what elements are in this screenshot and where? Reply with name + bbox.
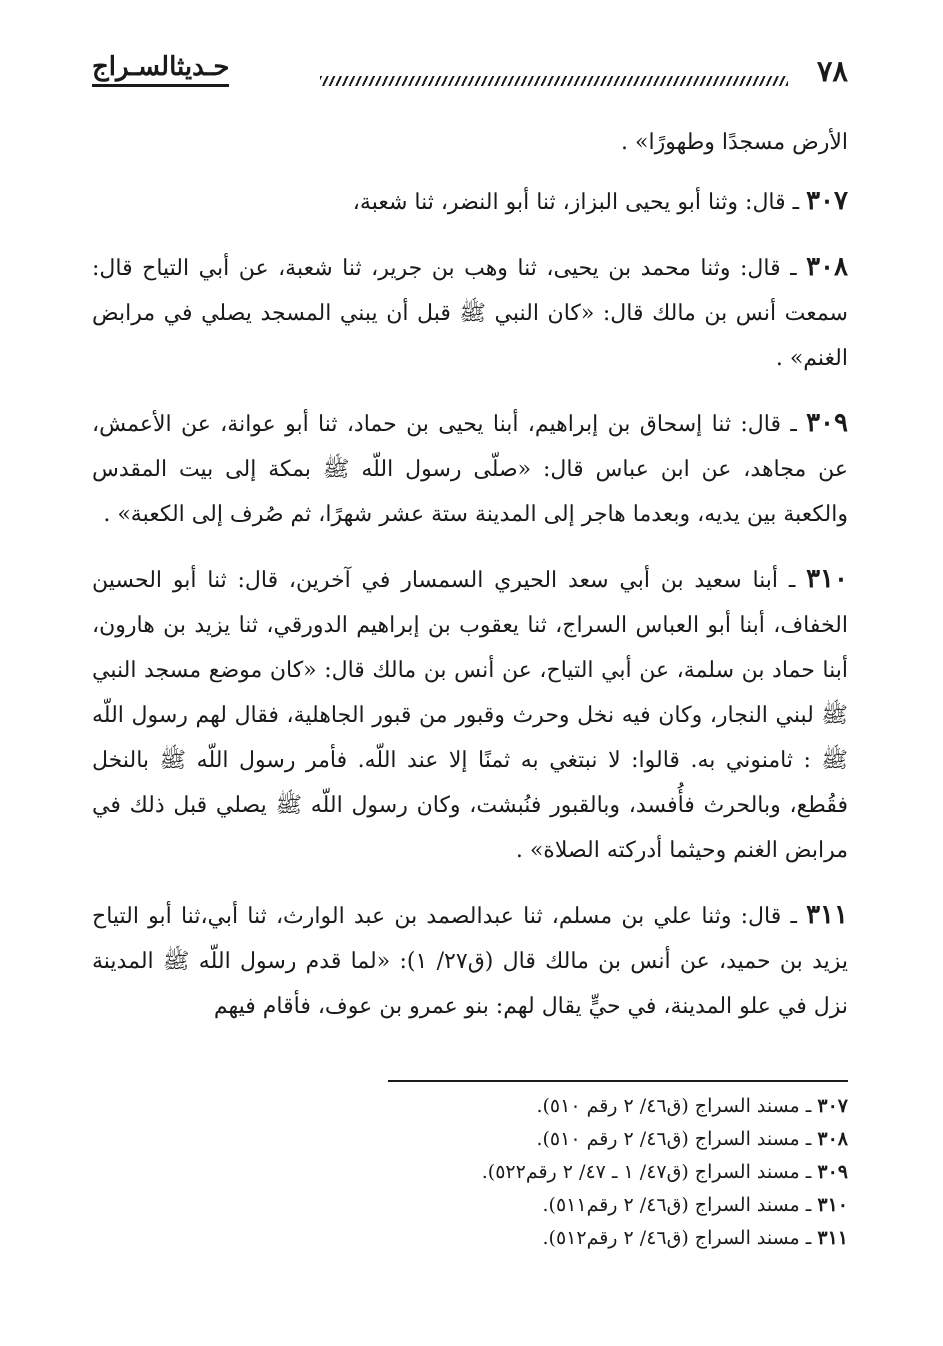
footnotes — [388, 1080, 848, 1255]
paragraph-text: ـ قال: وثنا علي بن مسلم، ثنا عبدالصمد بن عبد الوارث، ثنا أبي،ثنا أبو التياح يزيد بن حميد، عن أنس بن مالك قال (ق٢٧/ ١): «لما قدم رسول اللّه ﷺ المدينة نزل في علو المدينة، في حيٍّ يقال لهم: بنو عمرو بن عوف، فأقام فيهم — [92, 904, 849, 1019]
entry-number: ٣١٠ — [806, 564, 848, 594]
entry-number: ٣٠٧ — [806, 186, 848, 216]
paragraph-text: ـ قال: ثنا إسحاق بن إبراهيم، أبنا يحيى بن حماد، ثنا أبو عوانة، عن الأعمش، عن مجاهد، عن ابن عباس قال: «صلّى رسول اللّه ﷺ بمكة إلى بيت المقدس والكعبة بين يديه، وبعدما هاجر إلى المدينة ستة عشر شهرًا، ثم صُرف إلى الكعبة» . — [92, 412, 848, 527]
paragraph-text: ـ قال: وثنا محمد بن يحيى، ثنا وهب بن جرير، ثنا شعبة، عن أبي التياح قال: سمعت أنس بن مالك قال: «كان النبي ﷺ قبل أن يبني المسجد يصلي في مرابض الغنم» . — [92, 256, 848, 371]
footnote-number: ٣١١ — [817, 1227, 848, 1249]
footnote-text: ـ مسند السراج (ق٤٦/ ٢ رقم٥١١). — [542, 1194, 818, 1216]
header-rule — [320, 76, 788, 86]
footnote-number: ٣٠٨ — [817, 1128, 848, 1150]
footnote-number: ٣٠٩ — [817, 1161, 848, 1183]
entry-number: ٣٠٨ — [806, 252, 848, 282]
footnote-number: ٣٠٧ — [817, 1095, 848, 1117]
paragraph-310 — [92, 557, 848, 873]
footnote-number: ٣١٠ — [817, 1194, 848, 1216]
footnote-307 — [388, 1090, 848, 1123]
entry-number: ٣١١ — [806, 900, 848, 930]
footnote-text: ـ مسند السراج (ق٤٦/ ٢ رقم ٥١٠). — [536, 1095, 818, 1117]
running-title: حـديثالسـراج — [92, 52, 229, 87]
footnote-text: ـ مسند السراج (ق٤٦/ ٢ رقم٥١٢). — [542, 1227, 818, 1249]
paragraph-text: ـ أبنا سعيد بن أبي سعد الحيري السمسار في آخرين، قال: ثنا أبو الحسين الخفاف، أبنا أبو العباس السراج، ثنا يعقوب بن إبراهيم الدورقي، ثنا يزيد بن هارون، أبنا حماد بن سلمة، عن أبي التياح، عن أنس بن مالك قال: «كان موضع مسجد النبي ﷺ لبني النجار، وكان فيه نخل وحرث وقبور من قبور الجاهلية، فقال لهم رسول اللّه ﷺ : ثامنوني به. قالوا: لا نبتغي به ثمنًا إلا عند اللّه. فأمر رسول اللّه ﷺ بالنخل فقُطع، وبالحرث فأُفسد، وبالقبور فنُبشت، وكان رسول اللّه ﷺ يصلي قبل ذلك في مرابض الغنم وحيثما أدركته الصلاة» . — [92, 568, 848, 863]
paragraph-continuation — [92, 120, 848, 165]
paragraph-text: ـ قال: وثنا أبو يحيى البزاز، ثنا أبو النضر، ثنا شعبة، — [352, 190, 807, 215]
paragraph-308 — [92, 245, 848, 381]
page-number: ٧٨ — [816, 54, 848, 88]
main-text — [92, 120, 848, 1049]
paragraph-309 — [92, 401, 848, 537]
page-header — [92, 50, 848, 96]
footnote-308 — [388, 1123, 848, 1156]
paragraph-311 — [92, 893, 848, 1029]
footnote-311 — [388, 1222, 848, 1255]
paragraph-307 — [92, 179, 848, 225]
paragraph-text: الأرض مسجدًا وطهورًا» . — [621, 130, 848, 155]
footnote-text: ـ مسند السراج (ق٤٧/ ١ ـ ٤٧/ ٢ رقم٥٢٢). — [481, 1161, 818, 1183]
entry-number: ٣٠٩ — [806, 408, 848, 438]
footnote-309 — [388, 1156, 848, 1189]
footnote-310 — [388, 1189, 848, 1222]
footnote-text: ـ مسند السراج (ق٤٦/ ٢ رقم ٥١٠). — [536, 1128, 818, 1150]
